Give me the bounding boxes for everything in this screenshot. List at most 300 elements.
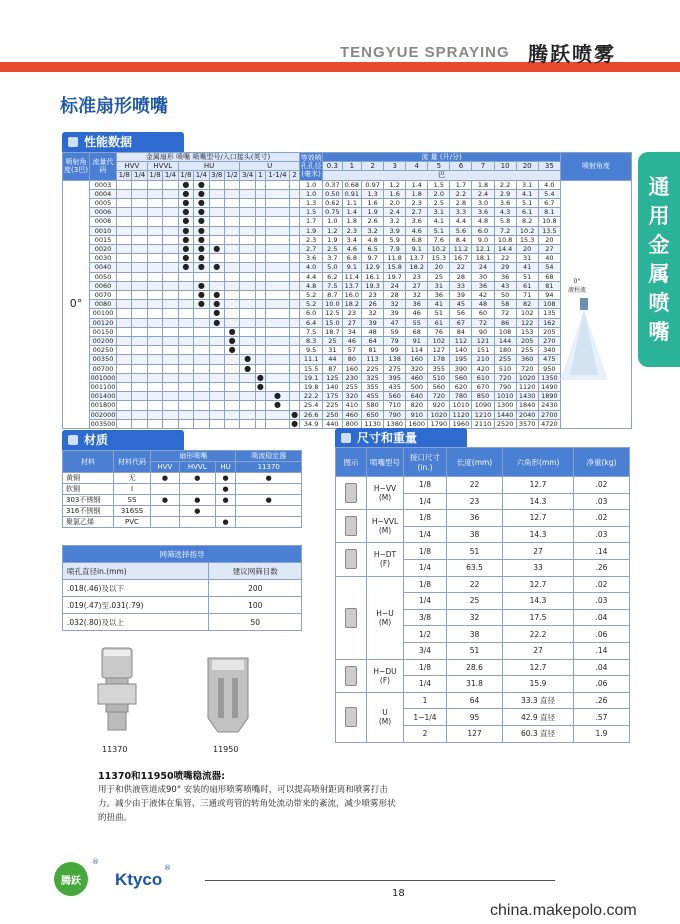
- material-code-cell: PVC: [114, 517, 151, 528]
- availability-cell: [132, 373, 147, 382]
- flow-cell: 13.5: [538, 226, 560, 235]
- table-row: [63, 235, 632, 244]
- flow-code-cell: 002000: [90, 410, 116, 419]
- availability-cell: ●: [291, 409, 299, 419]
- availability-cell: [132, 364, 147, 373]
- flow-cell: 11.4: [342, 272, 361, 281]
- orifice-cell: 19.8: [300, 383, 323, 392]
- orifice-cell: 19.1: [300, 373, 323, 382]
- availability-cell: [265, 254, 289, 263]
- flow-cell: 3.0: [472, 199, 494, 208]
- dims-value-cell: 12.7: [503, 659, 574, 676]
- availability-cell: [132, 189, 147, 198]
- availability-cell: [163, 245, 178, 254]
- angle-cell: 0°: [63, 180, 90, 428]
- availability-cell: [255, 318, 265, 327]
- flow-code-cell: 0015: [90, 235, 117, 244]
- availability-cell: ●: [194, 254, 209, 263]
- flow-cell: 2.6: [362, 217, 384, 226]
- flow-cell: 13.7: [342, 281, 361, 290]
- flow-cell: 56: [450, 309, 472, 318]
- availability-cell: [147, 254, 162, 263]
- nozzle-model-cell: U (M): [367, 692, 404, 742]
- flow-cell: 1120: [516, 383, 538, 392]
- availability-cell: [224, 263, 239, 272]
- availability-cell: [265, 373, 289, 382]
- availability-cell: [194, 318, 209, 327]
- availability-cell: [290, 272, 300, 281]
- flow-cell: 1790: [428, 419, 450, 428]
- flow-cell: 12.5: [323, 309, 342, 318]
- flow-cell: 16.7: [450, 254, 472, 263]
- availability-cell: [255, 245, 265, 254]
- availability-cell: [147, 401, 162, 410]
- availability-cell: [194, 337, 209, 346]
- availability-cell: ●: [240, 355, 255, 364]
- availability-cell: [163, 217, 178, 226]
- flow-code-cell: 0020: [90, 245, 117, 254]
- flow-cell: 1490: [538, 383, 560, 392]
- flow-cell: 460: [342, 410, 361, 419]
- flow-cell: 275: [384, 364, 406, 373]
- availability-cell: [163, 281, 178, 290]
- availability-cell: [240, 281, 255, 290]
- availability-cell: [290, 263, 300, 272]
- availability-cell: [194, 401, 209, 410]
- availability-cell: ●: [256, 382, 264, 392]
- flow-cell: 1.2: [384, 180, 406, 189]
- flow-cell: 320: [406, 364, 428, 373]
- flow-cell: 3.6: [406, 217, 428, 226]
- flow-cell: 1.9: [323, 235, 342, 244]
- flow-cell: 58: [494, 300, 516, 309]
- flow-cell: 5.6: [450, 226, 472, 235]
- material-availability-cell: [236, 484, 302, 495]
- flow-code-cell: 0040: [90, 263, 117, 272]
- availability-cell: ●: [194, 180, 209, 189]
- availability-cell: [209, 373, 224, 382]
- availability-cell: [163, 254, 178, 263]
- availability-cell: [255, 235, 265, 244]
- availability-cell: [147, 263, 162, 272]
- availability-cell: [147, 364, 162, 373]
- flow-cell: 780: [450, 392, 472, 401]
- stabilizer-11370-image: [92, 640, 142, 740]
- flow-cell: 18.2: [342, 300, 361, 309]
- material-code-cell: I: [114, 484, 151, 495]
- availability-cell: ●: [209, 263, 224, 272]
- availability-cell: [178, 337, 193, 346]
- flow-cell: 27: [538, 245, 560, 254]
- flow-cell: 23: [342, 309, 361, 318]
- availability-cell: [147, 226, 162, 235]
- availability-cell: ●: [194, 263, 209, 272]
- flow-cell: 3.2: [384, 217, 406, 226]
- nozzle-icon: [345, 549, 357, 569]
- header-size: 2: [290, 171, 300, 180]
- header-col: 11370: [236, 462, 302, 473]
- flow-code-cell: 00700: [90, 364, 117, 373]
- orifice-cell: 4.4: [300, 272, 323, 281]
- availability-cell: [265, 355, 289, 364]
- page-number: 18: [392, 888, 405, 899]
- flow-cell: 6.5: [362, 245, 384, 254]
- flow-cell: 6.7: [538, 199, 560, 208]
- availability-cell: [147, 410, 162, 419]
- flow-cell: 5.1: [516, 199, 538, 208]
- mesh-diameter-cell: .032(.80)及以上: [63, 614, 209, 631]
- dims-value-cell: 22: [447, 477, 503, 494]
- availability-cell: ●: [178, 226, 193, 235]
- availability-cell: [163, 401, 178, 410]
- flow-cell: 26: [362, 300, 384, 309]
- header-fan-nozzle: 扇形喷嘴: [151, 451, 236, 462]
- flow-cell: 1.9: [362, 208, 384, 217]
- availability-cell: ●: [178, 199, 193, 208]
- availability-cell: [132, 254, 147, 263]
- availability-cell: [132, 272, 147, 281]
- material-availability-cell: ●: [215, 517, 236, 528]
- availability-cell: [209, 392, 224, 401]
- availability-cell: [163, 318, 178, 327]
- availability-cell: [255, 263, 265, 272]
- logo-text: Ktyco: [115, 870, 163, 889]
- availability-cell: [117, 318, 132, 327]
- table-row: [63, 614, 302, 631]
- flow-cell: 55: [406, 318, 428, 327]
- availability-cell: [117, 272, 132, 281]
- flow-cell: 650: [362, 410, 384, 419]
- header-pressure: 1: [342, 162, 361, 171]
- orifice-cell: 6.0: [300, 309, 323, 318]
- table-row: [63, 208, 632, 217]
- availability-cell: ●: [209, 309, 224, 318]
- availability-cell: [163, 180, 178, 189]
- nozzle-model-cell: H−VV (M): [367, 477, 404, 510]
- flow-cell: 10.8: [538, 217, 560, 226]
- logo-badge-reg: ®: [92, 858, 99, 866]
- availability-cell: [147, 281, 162, 290]
- header-pressure: 0.3: [323, 162, 342, 171]
- dims-value-cell: 51: [447, 543, 503, 560]
- availability-cell: [255, 281, 265, 290]
- flow-cell: 9.1: [342, 263, 361, 272]
- flow-cell: 4.0: [538, 180, 560, 189]
- flow-cell: 1.8: [472, 180, 494, 189]
- flow-cell: 175: [323, 392, 342, 401]
- availability-cell: [132, 392, 147, 401]
- watermark: china.makepolo.com: [490, 902, 637, 919]
- header-pressure: 20: [516, 162, 538, 171]
- availability-cell: [209, 327, 224, 336]
- availability-cell: [117, 364, 132, 373]
- availability-cell: [224, 208, 239, 217]
- availability-cell: [117, 392, 132, 401]
- flow-cell: 2.3: [342, 226, 361, 235]
- orifice-cell: 7.5: [300, 327, 323, 336]
- dims-value-cell: 1.9: [574, 725, 630, 742]
- availability-cell: [265, 300, 289, 309]
- availability-cell: [224, 272, 239, 281]
- dims-value-cell: 28.6: [447, 659, 503, 676]
- availability-cell: [163, 309, 178, 318]
- flow-cell: 34: [342, 327, 361, 336]
- flow-code-cell: 00100: [90, 309, 117, 318]
- header-flow: 流 量 (升/分): [323, 153, 561, 162]
- flow-cell: 510: [494, 364, 516, 373]
- dims-header: 净重(kg): [574, 448, 630, 477]
- flow-code-cell: 0060: [90, 281, 117, 290]
- availability-cell: [147, 318, 162, 327]
- table-row: [63, 484, 302, 495]
- availability-cell: ●: [224, 327, 239, 336]
- availability-cell: [209, 346, 224, 355]
- availability-cell: [240, 263, 255, 272]
- material-availability-cell: [151, 484, 180, 495]
- performance-tab-label: 性能数据: [84, 135, 133, 149]
- availability-cell: [209, 337, 224, 346]
- orifice-cell: 2.3: [300, 235, 323, 244]
- table-row: [63, 580, 302, 597]
- flow-cell: 355: [428, 364, 450, 373]
- flow-cell: 2.4: [472, 189, 494, 198]
- availability-cell: ●: [209, 245, 224, 254]
- availability-cell: ●: [178, 263, 193, 272]
- availability-cell: [147, 355, 162, 364]
- dims-value-cell: .14: [574, 543, 630, 560]
- availability-cell: ●: [240, 364, 255, 373]
- dims-value-cell: 38: [447, 526, 503, 543]
- flow-cell: 13.7: [406, 254, 428, 263]
- header-pressure: 3: [384, 162, 406, 171]
- flow-cell: 920: [428, 401, 450, 410]
- flow-cell: 0.91: [342, 189, 361, 198]
- flow-cell: 10.2: [516, 226, 538, 235]
- dims-value-cell: .02: [574, 576, 630, 593]
- availability-cell: [265, 346, 289, 355]
- flow-cell: 108: [538, 300, 560, 309]
- flow-cell: 6.2: [323, 272, 342, 281]
- material-availability-cell: ●: [151, 473, 180, 484]
- dims-value-cell: 22: [447, 576, 503, 593]
- availability-cell: [117, 337, 132, 346]
- availability-cell: [163, 291, 178, 300]
- availability-cell: [117, 199, 132, 208]
- availability-cell: [209, 401, 224, 410]
- flow-cell: 1.5: [428, 180, 450, 189]
- flow-cell: 1.2: [323, 226, 342, 235]
- availability-cell: ●: [291, 418, 299, 428]
- flow-cell: 30: [472, 272, 494, 281]
- dims-value-cell: 51: [447, 642, 503, 659]
- availability-cell: [117, 419, 132, 428]
- availability-cell: [224, 199, 239, 208]
- dims-value-cell: 1/4: [404, 493, 447, 510]
- header-angle: 喷射角度(3巴): [63, 153, 90, 181]
- availability-cell: [240, 208, 255, 217]
- table-row: [336, 659, 630, 676]
- availability-cell: [255, 392, 265, 401]
- orifice-cell: 5.2: [300, 300, 323, 309]
- footer-line: [205, 880, 555, 881]
- material-code-cell: SS: [114, 495, 151, 506]
- flow-cell: 153: [516, 327, 538, 336]
- flow-cell: 8.7: [323, 291, 342, 300]
- availability-cell: [255, 300, 265, 309]
- availability-cell: [240, 401, 255, 410]
- flow-cell: 43: [494, 281, 516, 290]
- flow-cell: 32: [362, 309, 384, 318]
- flow-cell: 790: [494, 383, 516, 392]
- flow-cell: 79: [384, 337, 406, 346]
- flow-cell: 15.0: [323, 318, 342, 327]
- dims-value-cell: 63.5: [447, 559, 503, 576]
- dims-value-cell: 60.3 直径: [503, 725, 574, 742]
- flow-cell: 2520: [494, 419, 516, 428]
- table-row: [63, 392, 632, 401]
- flow-cell: 36: [472, 281, 494, 290]
- flow-cell: 125: [323, 373, 342, 382]
- availability-cell: [290, 364, 300, 373]
- availability-cell: [209, 355, 224, 364]
- header-size: 1/4: [194, 171, 209, 180]
- dims-value-cell: 14.3: [503, 493, 574, 510]
- flow-cell: 2430: [538, 401, 560, 410]
- flow-cell: 5.0: [323, 263, 342, 272]
- flow-cell: 440: [323, 419, 342, 428]
- flow-cell: 2.3: [406, 199, 428, 208]
- availability-cell: [209, 180, 224, 189]
- flow-code-cell: 001400: [90, 392, 116, 401]
- dims-value-cell: 31.8: [447, 676, 503, 693]
- flow-cell: 57: [342, 346, 361, 355]
- flow-cell: 54: [538, 263, 560, 272]
- orifice-cell: 15.5: [300, 364, 323, 373]
- flow-cell: 2.4: [384, 208, 406, 217]
- material-code-cell: 316SS: [114, 506, 151, 517]
- availability-cell: [265, 180, 289, 189]
- dimensions-tab: [335, 428, 467, 448]
- flow-cell: 820: [406, 401, 428, 410]
- section-icon: [341, 433, 351, 443]
- availability-cell: [265, 281, 289, 290]
- availability-cell: [240, 254, 255, 263]
- logo-badge-text: 腾跃: [61, 875, 81, 887]
- flow-cell: 560: [428, 383, 450, 392]
- availability-cell: [265, 327, 289, 336]
- flow-cell: 4.6: [342, 245, 361, 254]
- availability-cell: [132, 346, 147, 355]
- dims-value-cell: 25: [447, 593, 503, 610]
- availability-cell: [265, 189, 289, 198]
- flow-cell: 390: [450, 364, 472, 373]
- availability-cell: [240, 291, 255, 300]
- availability-cell: [224, 189, 239, 198]
- flow-cell: 36: [406, 300, 428, 309]
- dims-value-cell: 12.7: [503, 576, 574, 593]
- flow-cell: 82: [516, 300, 538, 309]
- availability-cell: ●: [178, 235, 193, 244]
- availability-cell: [240, 180, 255, 189]
- side-tab-char: 通: [648, 174, 670, 199]
- availability-cell: [224, 318, 239, 327]
- flow-cell: 2.8: [450, 199, 472, 208]
- dims-header: 接口尺寸(in.): [404, 448, 447, 477]
- flow-cell: 44: [323, 355, 342, 364]
- header-unit: 巴: [323, 171, 561, 180]
- availability-cell: [178, 392, 193, 401]
- availability-cell: [240, 300, 255, 309]
- material-table: [62, 450, 302, 528]
- flow-cell: 76: [428, 327, 450, 336]
- flow-cell: 112: [450, 337, 472, 346]
- dims-value-cell: 33.3 直径: [503, 692, 574, 709]
- flow-cell: 800: [342, 419, 361, 428]
- flow-cell: 475: [538, 355, 560, 364]
- header-pressure: 5: [428, 162, 450, 171]
- flow-cell: 1.0: [323, 217, 342, 226]
- orifice-cell: 1.5: [300, 208, 323, 217]
- dims-value-cell: 38: [447, 626, 503, 643]
- dims-value-cell: .57: [574, 709, 630, 726]
- availability-cell: ●: [224, 346, 239, 355]
- flow-code-cell: 003500: [90, 419, 116, 428]
- flow-cell: 420: [472, 364, 494, 373]
- dims-value-cell: 14.3: [503, 593, 574, 610]
- availability-cell: [117, 383, 132, 392]
- availability-cell: [178, 300, 193, 309]
- flow-cell: 16.0: [342, 291, 361, 300]
- availability-cell: [147, 272, 162, 281]
- availability-cell: [194, 392, 209, 401]
- dims-value-cell: 33: [503, 559, 574, 576]
- flow-cell: 2700: [538, 410, 560, 419]
- flow-code-cell: 00150: [90, 327, 117, 336]
- flow-code-cell: 001100: [90, 383, 116, 392]
- flow-cell: 720: [428, 392, 450, 401]
- flow-code-cell: 00350: [90, 355, 117, 364]
- flow-cell: 114: [406, 346, 428, 355]
- availability-cell: [117, 217, 132, 226]
- flow-cell: 6.8: [406, 235, 428, 244]
- flow-cell: 0.50: [323, 189, 342, 198]
- availability-cell: ●: [178, 180, 193, 189]
- availability-cell: [290, 392, 300, 401]
- logo-badge: [54, 862, 88, 896]
- dims-value-cell: 23: [447, 493, 503, 510]
- availability-cell: [132, 401, 147, 410]
- availability-cell: [147, 309, 162, 318]
- availability-cell: [147, 245, 162, 254]
- flow-cell: 255: [516, 346, 538, 355]
- flow-cell: 28: [450, 272, 472, 281]
- flow-cell: 94: [538, 291, 560, 300]
- flow-cell: 87: [323, 364, 342, 373]
- flow-cell: 15.3: [516, 235, 538, 244]
- availability-cell: [209, 364, 224, 373]
- flow-cell: 580: [362, 401, 384, 410]
- side-tab-char: 用: [648, 203, 670, 228]
- availability-cell: [194, 355, 209, 364]
- flow-cell: 27: [406, 281, 428, 290]
- availability-cell: [132, 217, 147, 226]
- dims-header: 六角形(mm): [503, 448, 574, 477]
- dims-value-cell: 2: [404, 725, 447, 742]
- flow-cell: 61: [516, 281, 538, 290]
- availability-cell: [209, 208, 224, 217]
- header-size: 1/8: [178, 171, 193, 180]
- flow-cell: 205: [538, 327, 560, 336]
